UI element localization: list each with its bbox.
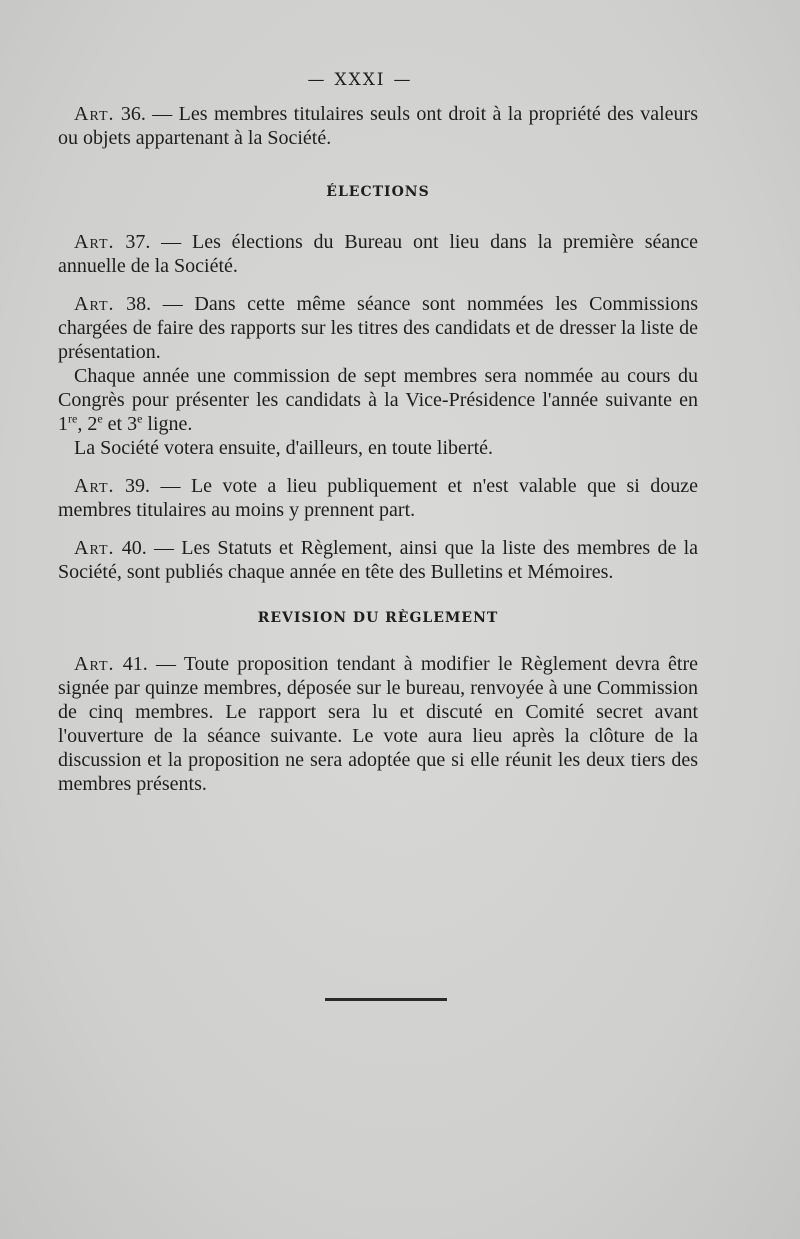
section-heading-revision: REVISION DU RÈGLEMENT: [257, 610, 499, 626]
paragraph-text: Chaque année une commission de sept membres sera nommée au cours du Congrès pour présenter les candidats à la Vice-Présidence l'année suivante en 1: [58, 365, 698, 435]
superscript: e: [97, 411, 103, 426]
article-39: [58, 474, 698, 522]
article-text: — Les Statuts et Règlement, ainsi que la liste des membres de la Société, sont publiés chaque année en tête des Bulletins et Mémoires.: [58, 537, 699, 583]
article-text: — Les élections du Bureau ont lieu dans la première séance annuelle de la Société.: [58, 231, 699, 277]
article-label: Art.: [74, 293, 115, 315]
page-number-dash-right: —: [393, 70, 413, 90]
document-body: [58, 102, 698, 796]
page-number-text: XXXI: [334, 70, 386, 90]
article-38: [58, 292, 698, 364]
article-37: [58, 230, 698, 278]
superscript: re: [68, 411, 78, 426]
article-38-paragraph-2: [58, 364, 698, 436]
article-text: — Les membres titulaires seuls ont droit à la propriété des valeurs ou objets appartenant à la Société.: [58, 103, 698, 149]
article-number: 37.: [125, 231, 151, 253]
closing-rule: [325, 998, 447, 1001]
article-number: 39.: [124, 475, 150, 497]
article-label: Art.: [74, 653, 115, 675]
article-text: — Toute proposition tendant à modifier le Règlement devra être signée par quinze membres, déposée sur le bureau, renvoyée à une Commission de cinq membres. Le rapport sera lu et discuté en Comité secret avant l'ouverture de la séance suivante. Le vote aura lieu après la clôture de la discussion et la proposition ne sera adoptée que si elle réunit les deux tiers des membres présents.: [58, 653, 699, 795]
article-label: Art.: [74, 475, 115, 497]
article-40: [58, 536, 698, 584]
article-label: Art.: [74, 103, 115, 125]
page-number-dash-left: —: [307, 70, 327, 90]
article-41: [58, 652, 698, 796]
page-number: [0, 70, 720, 90]
superscript: e: [137, 411, 143, 426]
article-text: — Le vote a lieu publiquement et n'est valable que si douze membres titulaires au moins y prennent part.: [58, 475, 699, 521]
article-number: 40.: [121, 537, 147, 559]
paragraph-text: et 3: [102, 413, 138, 435]
article-label: Art.: [74, 231, 115, 253]
article-38-paragraph-3: La Société votera ensuite, d'ailleurs, en toute liberté.: [74, 437, 494, 459]
article-number: 36.: [120, 103, 146, 125]
article-text: — Dans cette même séance sont nommées les Commissions chargées de faire des rapports sur les titres des candidats et de dresser la liste de présentation.: [58, 293, 698, 363]
section-heading-elections: ÉLECTIONS: [326, 184, 430, 200]
article-36: [58, 102, 698, 150]
paragraph-text: ligne.: [142, 413, 193, 435]
paragraph-text: , 2: [77, 413, 98, 435]
article-number: 38.: [126, 293, 152, 315]
article-label: Art.: [74, 537, 115, 559]
article-number: 41.: [122, 653, 148, 675]
